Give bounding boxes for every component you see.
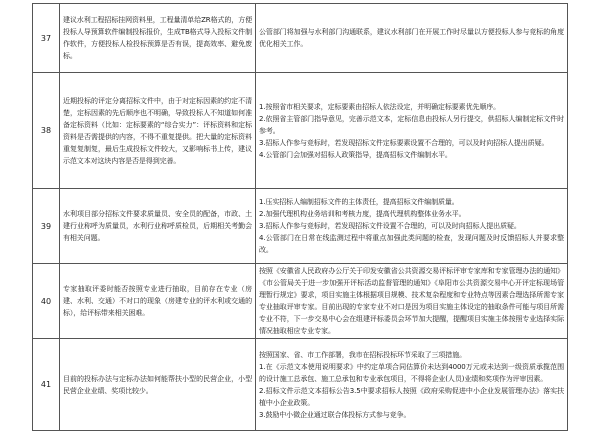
table-row <box>33 73 568 189</box>
row-number: 41 <box>33 339 60 431</box>
issue-text: 水利项目部分招标文件要求质量员、安全员的配备，市政、土建行业称呼为质量员，水利行业称呼质检员，后期相关考勤会有相关问题。 <box>60 189 256 264</box>
response-cell <box>256 339 568 431</box>
row-number: 40 <box>33 264 60 339</box>
response-paragraph: 2.依照省主管部门指导意见，完善示范文本，定标信息由投标人另行提交，供招标人编制定标文件时参考。 <box>259 114 564 135</box>
table-row <box>33 264 568 339</box>
issue-text: 目前的投标办法与定标办法如何能帮扶小型的民营企业，小型民营企业业绩、奖项比较少。 <box>60 339 256 431</box>
response-paragraph: 4.公管部门在日常在线监测过程中将重点加强此类问题的检查，发现问题及时反馈招标人并要求整改。 <box>259 234 564 254</box>
response-cell <box>256 264 568 339</box>
response-paragraph: 4.公管部门会加强对招标人政策指导，提高招标文件编制水平。 <box>259 150 452 159</box>
response-paragraph: 2.加强代理机构业务培训和考核力度，提高代理机构整体业务水平。 <box>259 210 466 218</box>
response-cell <box>256 4 568 73</box>
response-cell <box>256 189 568 264</box>
row-number: 39 <box>33 189 60 264</box>
response-paragraph: 1.在《示范文本使用说明要求》中约定单项合同估算价未达到4000万元或未达到一级资质承揽范围的设计施工总承包、施工总承包和专业承包项目，不得将企业(人员)业绩和奖项作为评审因素。 <box>259 362 564 383</box>
response-paragraph: 1.压实招标人编制招标文件的主体责任，提高招标文件编制质量。 <box>259 198 459 206</box>
feedback-table <box>32 3 568 431</box>
response-paragraph: 3.招标人作参与竞标时，若发现招标文件定标要素设置不合理的，可以及时向招标人提出质疑。 <box>259 138 549 147</box>
row-number: 37 <box>33 4 60 73</box>
response-paragraph: 公管部门将加强与水利部门沟通联系，建议水利部门在开展工作时尽量以方便投标人参与竞标的角度优化相关工作。 <box>259 28 564 48</box>
response-paragraph: 按照《安徽省人民政府办公厅关于印发安徽省公共资源交易评标评审专家库和专家管理办法的通知》《市公管局关于进一步加强开评标活动监督管理的通知》《阜阳市公共资源交易中心开评定标现场管理暂行规定》要求，项目实施主体根据项目规模、技术复杂程度和专业特点等因素合理选择所需专家专业抽取评审专家。目前出现的专家专业不对口是因为项目实施主体设定的抽取条件可能与项目所需专业不符，下一步交易中心会在组建评标委员会环节加大提醒，提醒项目实施主体按照专业选择实际情况抽取相应专业专家。 <box>259 267 564 335</box>
table-row <box>33 189 568 264</box>
issue-text: 建议水利工程招标挂网资料里，工程量清单给ZR格式的，方便投标人导预算软件编制投标报价，生成TB格式导入投标文件制作软件，方便投标人检投标预算是否有误，提高效率、避免废标。 <box>60 4 256 73</box>
table-row <box>33 339 568 431</box>
table-row <box>33 4 568 73</box>
response-cell <box>256 73 568 189</box>
row-number: 38 <box>33 73 60 189</box>
response-paragraph: 2.招标文件示范文本招标公告3.5中要求招标人按照《政府采购促进中小企业发展管理办法》落实扶植中小企业政策。 <box>259 386 564 407</box>
response-paragraph: 按照国家、省、市工作部署，我市在招标投标环节采取了三项措施。 <box>259 350 466 359</box>
response-paragraph: 1.按照省市相关要求，定标要素由招标人依法设定，并明确定标要素优先顺序。 <box>259 102 501 111</box>
response-paragraph: 3.招标人作参与竞标时，若发现招标文件设置不合理的，可以及时向招标人提出质疑。 <box>259 222 521 230</box>
issue-text: 近期投标的评定分离招标文件中，由于对定标因素的约定不清楚，定标因素的先后顺序也不明确，导致投标人不知道如何准备定标资料（比如：定标要素的“综合实力”：评标资料和定标资料是否需提供的内容，不得不重复提供。把大量的定标资料重复复制复，最后生成投标文件较大，又影响标书上传，建议示范文本对这块内容是否是得到完善。 <box>60 73 256 189</box>
response-paragraph: 3.鼓励中小微企业通过联合体投标方式参与竞争。 <box>259 410 411 419</box>
issue-text: 专家抽取评委时能否按照专业进行抽取，目前存在专业（房建、水利、交通）不对口的现象（房建专业的评水利或交通的标），给评标带来相关困难。 <box>60 264 256 339</box>
